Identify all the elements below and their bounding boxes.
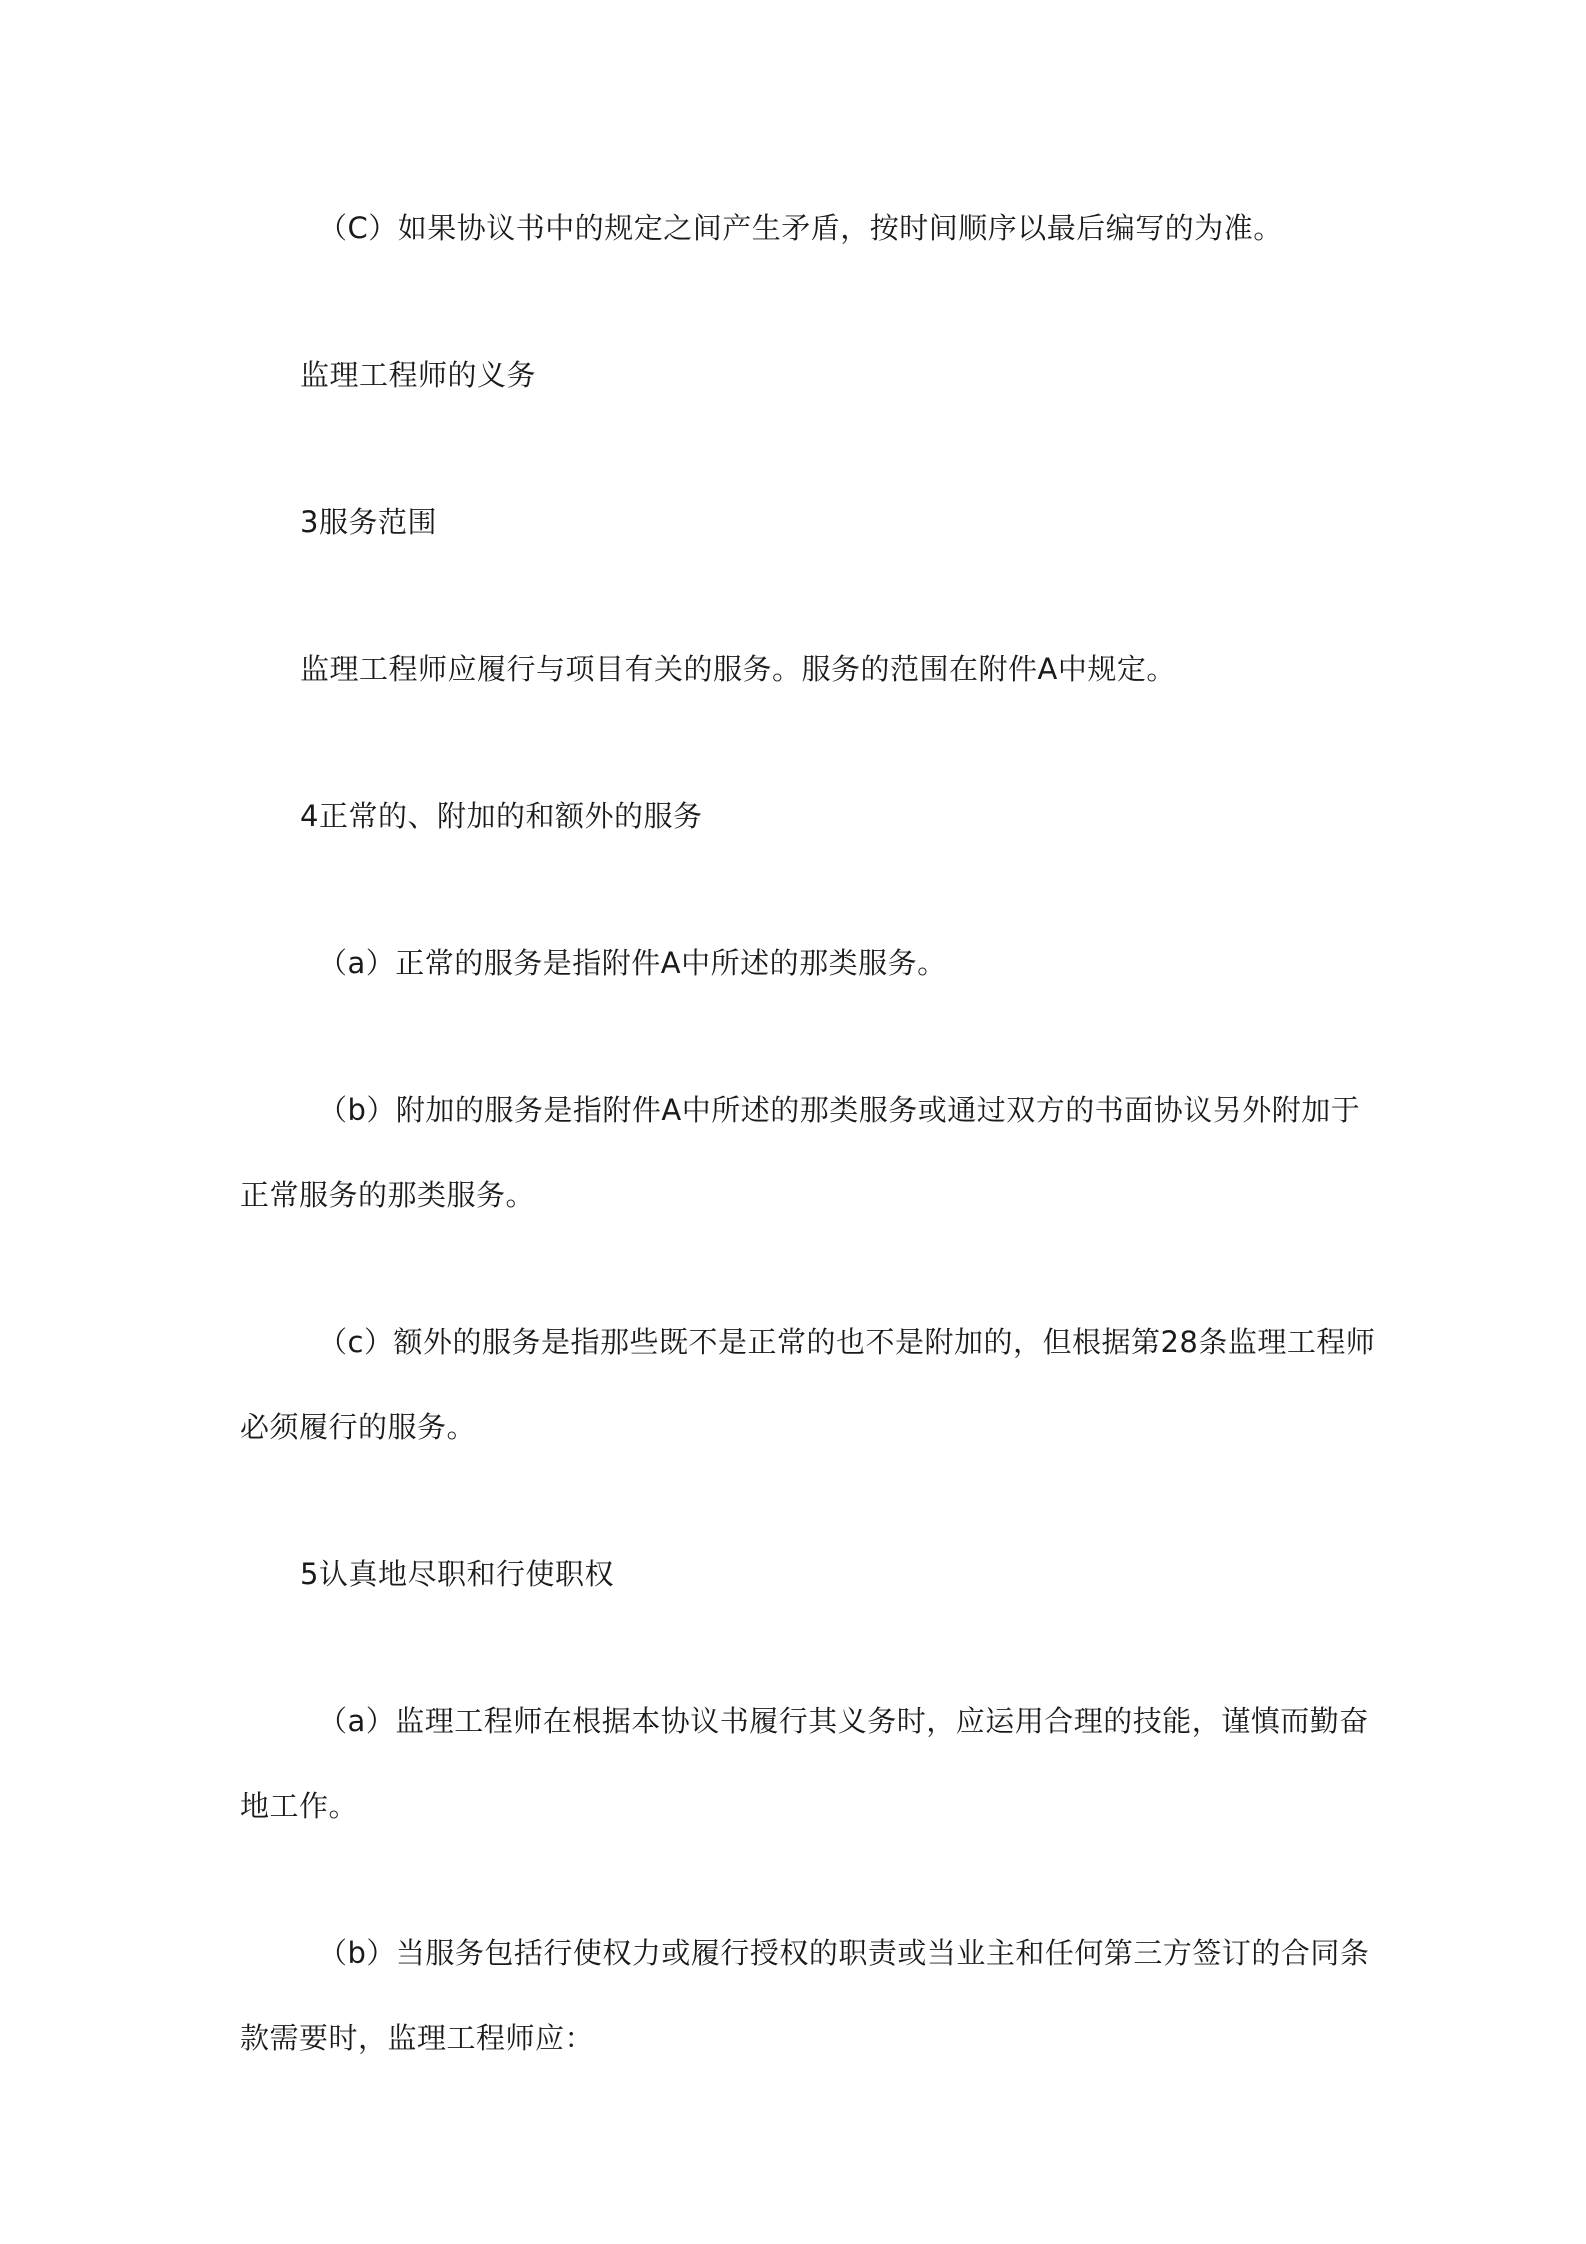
paragraph-4c-line1: （c）额外的服务是指那些既不是正常的也不是附加的，但根据第28条监理工程师	[318, 1325, 1376, 1359]
paragraph-4c-line2: 必须履行的服务。	[240, 1410, 477, 1444]
paragraph-4b-line2: 正常服务的那类服务。	[240, 1178, 536, 1212]
section-heading-3: 3服务范围	[300, 505, 437, 539]
paragraph-5b-line2: 款需要时，监理工程师应：	[240, 2021, 595, 2055]
paragraph-3: 监理工程师应履行与项目有关的服务。服务的范围在附件A中规定。	[300, 652, 1176, 686]
section-heading-duties: 监理工程师的义务	[300, 358, 537, 392]
section-heading-5: 5认真地尽职和行使职权	[300, 1557, 614, 1591]
paragraph-4b-line1: （b）附加的服务是指附件A中所述的那类服务或通过双方的书面协议另外附加于	[318, 1093, 1361, 1127]
section-heading-4: 4正常的、附加的和额外的服务	[300, 799, 703, 833]
paragraph-5b-line1: （b）当服务包括行使权力或履行授权的职责或当业主和任何第三方签订的合同条	[318, 1936, 1370, 1970]
paragraph-5a-line1: （a）监理工程师在根据本协议书履行其义务时，应运用合理的技能，谨慎而勤奋	[318, 1704, 1369, 1738]
paragraph-5a-line2: 地工作。	[240, 1789, 359, 1823]
clause-c-text: （C）如果协议书中的规定之间产生矛盾，按时间顺序以最后编写的为准。	[318, 211, 1283, 245]
paragraph-4a: （a）正常的服务是指附件A中所述的那类服务。	[318, 946, 947, 980]
